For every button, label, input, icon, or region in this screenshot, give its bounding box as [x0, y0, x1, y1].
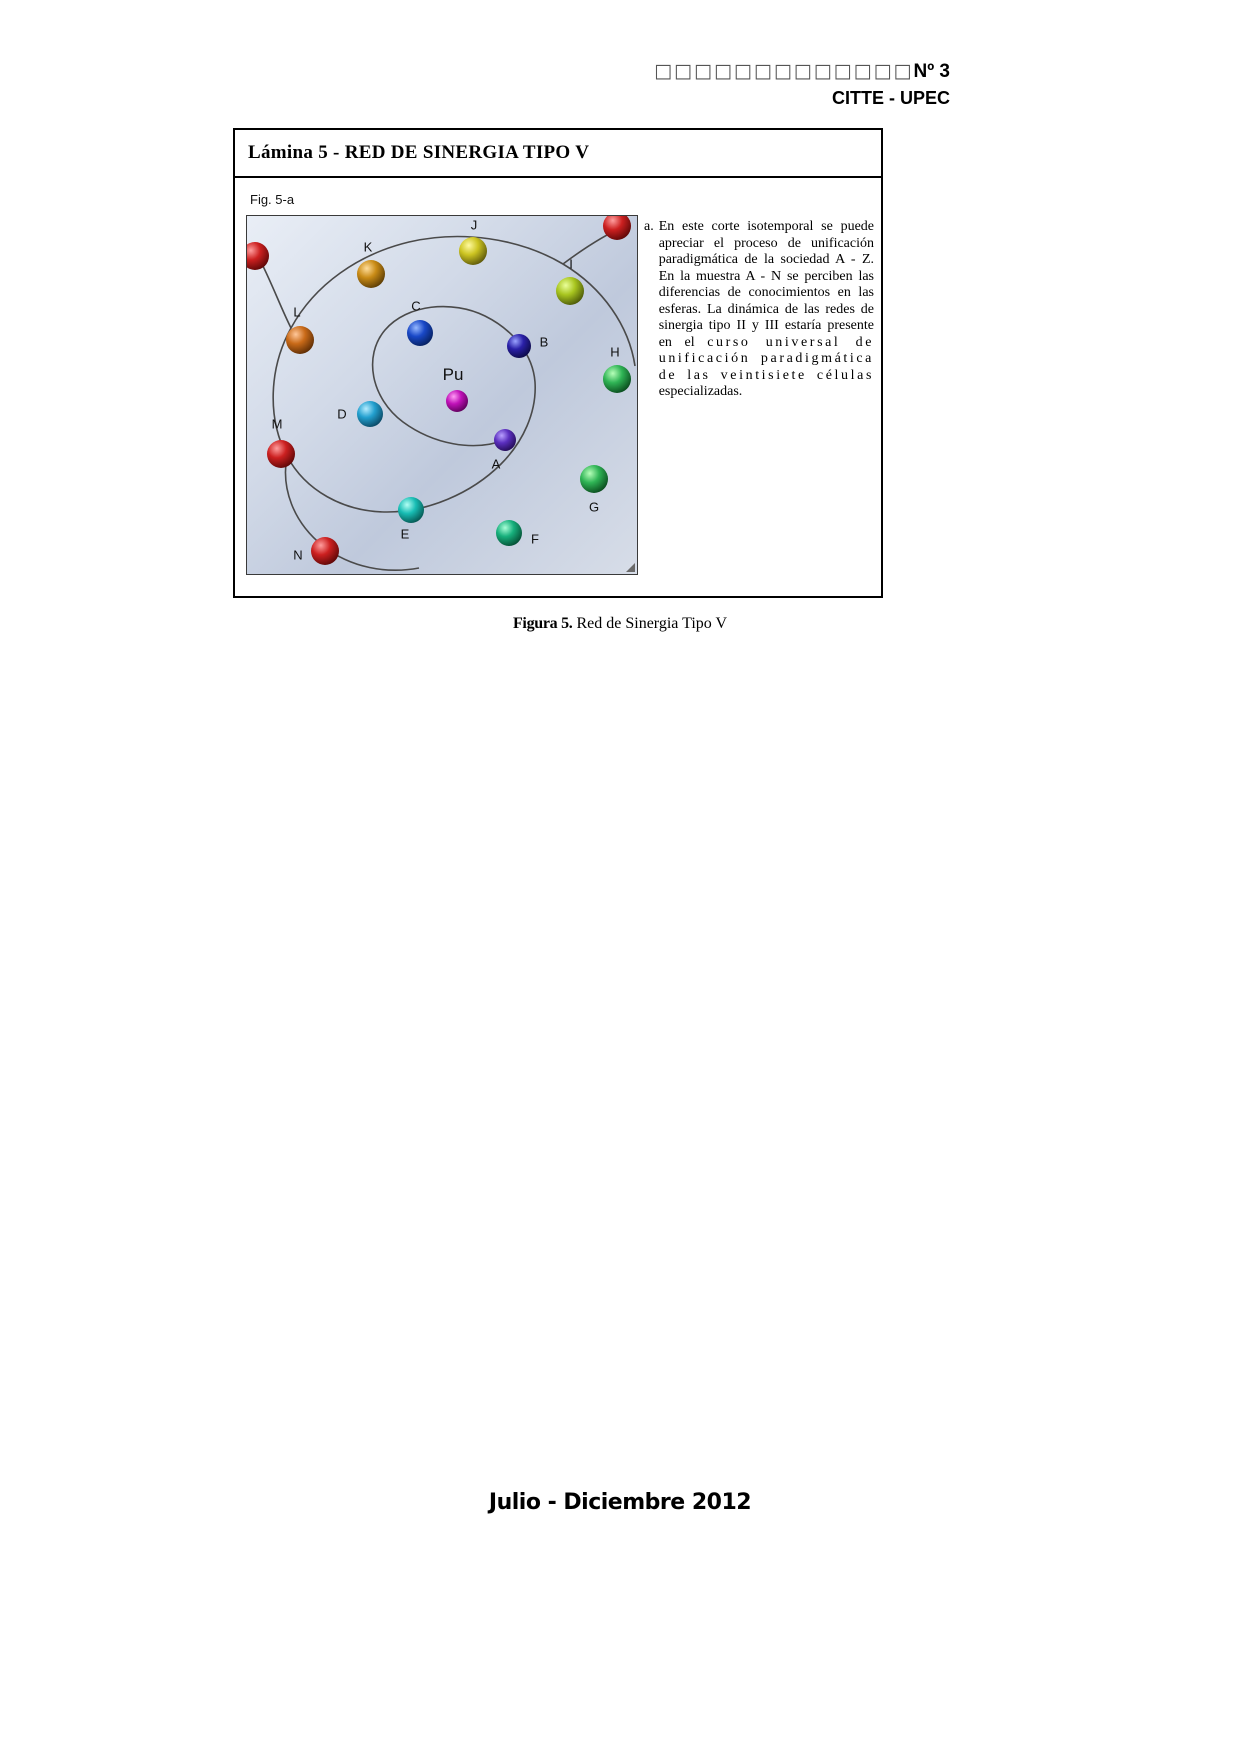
node-e: [398, 497, 424, 523]
node-label-i: I: [569, 256, 573, 272]
note-text-part3: especializadas.: [658, 384, 743, 399]
figure-sublabel: Fig. 5-a: [250, 192, 295, 207]
node-label-n: N: [293, 547, 303, 563]
figure-caption-text: Red de Sinergia Tipo V: [572, 615, 728, 632]
page-footer: Julio - Diciembre 2012: [488, 1490, 752, 1515]
note-marker: a.: [644, 219, 654, 234]
node-unlabeled-top-left: [247, 242, 269, 270]
plate-title-bar: [235, 130, 881, 178]
note-text-part2: curso universal de unificación paradigmática de las veintisiete células: [658, 334, 875, 383]
figure-corner-marker: [626, 563, 635, 572]
node-label-e: E: [400, 526, 410, 542]
note-text-part1: En este corte isotemporal se puede apreciar el proceso de unificación paradigmática de la sociedad A - Z. En la muestra A - N se perciben las diferencias de conocimientos en las esferas. La dinámica de las redes de sinergia tipo II y III estaría presente en el: [658, 219, 874, 350]
spiral-network-svg: [247, 216, 638, 575]
node-a: [494, 429, 516, 451]
plate-body: [235, 207, 881, 575]
node-label-h: H: [610, 344, 620, 360]
node-label-g: G: [588, 499, 600, 515]
node-label-l: L: [293, 304, 301, 320]
node-j: [459, 237, 487, 265]
node-unlabeled-top-right: [603, 216, 631, 240]
note-text: [659, 219, 874, 575]
node-label-pu: Pu: [442, 365, 464, 384]
node-label-m: M: [271, 416, 283, 432]
plate-title: Lámina 5 - RED DE SINERGIA TIPO V: [248, 142, 590, 163]
journal-issue-line: [654, 60, 950, 83]
node-c: [407, 320, 433, 346]
node-l: [286, 326, 314, 354]
node-b: [507, 334, 531, 358]
node-label-b: B: [539, 334, 549, 350]
node-d: [357, 401, 383, 427]
figure-caption: [0, 615, 1240, 633]
node-g: [580, 465, 608, 493]
page-header: [654, 60, 950, 109]
issue-number: Nº 3: [913, 61, 950, 82]
node-i: [556, 277, 584, 305]
node-spheres: [247, 216, 631, 565]
journal-title-glyphs: □□□□□□□□□□□□□: [654, 60, 914, 82]
node-label-c: C: [411, 298, 421, 314]
node-m: [267, 440, 295, 468]
node-label-k: K: [363, 239, 373, 255]
plate-container: [233, 128, 883, 598]
node-f: [496, 520, 522, 546]
node-label-a: A: [491, 456, 501, 472]
figure-caption-label: Figura 5.: [512, 615, 573, 632]
node-k: [357, 260, 385, 288]
figure-diagram: [246, 215, 638, 575]
node-label-j: J: [470, 217, 478, 233]
node-n: [311, 537, 339, 565]
node-h: [603, 365, 631, 393]
institution-line: CITTE - UPEC: [831, 88, 950, 108]
node-label-f: F: [531, 531, 539, 547]
node-pu: [446, 390, 468, 412]
node-label-d: D: [337, 406, 347, 422]
figure-note: [644, 215, 874, 575]
